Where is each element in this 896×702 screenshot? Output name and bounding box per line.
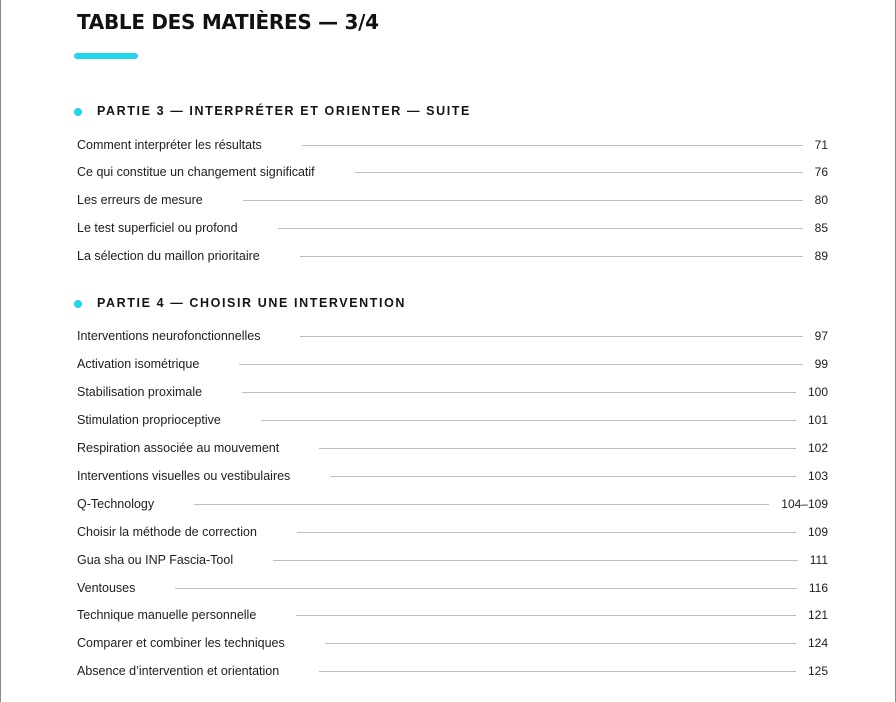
toc-entry-page: 104–109 <box>781 497 828 511</box>
bullet-dot-icon <box>74 108 82 116</box>
toc-entry-page: 124 <box>807 636 828 650</box>
section-header-partie-4 <box>74 296 406 310</box>
section-title: PARTIE 4 — CHOISIR UNE INTERVENTION <box>97 296 407 310</box>
dot-leader <box>319 448 796 449</box>
page-title: TABLE DES MATIÈRES — 3/4 <box>77 10 379 34</box>
toc-entry-label: Interventions neurofonctionnelles <box>77 329 261 343</box>
toc-entry-label: Choisir la méthode de correction <box>77 525 257 539</box>
toc-entry-label: Ventouses <box>77 581 136 595</box>
dot-leader <box>278 228 803 229</box>
toc-entry-label: Le test superficiel ou profond <box>77 221 238 235</box>
toc-entry-label: Stabilisation proximale <box>77 385 203 399</box>
dot-leader <box>175 588 796 589</box>
toc-entry-page: 125 <box>807 664 828 678</box>
toc-entry-page: 103 <box>807 469 828 483</box>
toc-entry[interactable] <box>77 326 828 346</box>
toc-entry[interactable] <box>77 605 828 625</box>
toc-entry[interactable] <box>77 354 828 374</box>
toc-entry-page: 80 <box>814 193 828 207</box>
toc-entry-label: Les erreurs de mesure <box>77 193 203 207</box>
dot-leader <box>239 364 802 365</box>
dot-leader <box>243 200 803 201</box>
toc-entry[interactable] <box>77 494 828 514</box>
dot-leader <box>300 256 803 257</box>
toc-entry[interactable] <box>77 633 828 653</box>
dot-leader <box>297 532 796 533</box>
dot-leader <box>300 336 802 337</box>
toc-entry[interactable] <box>77 578 828 598</box>
toc-entry-label: Respiration associée au mouvement <box>77 441 280 455</box>
toc-entry-label: Absence d’intervention et orientation <box>77 664 280 678</box>
dot-leader <box>325 643 796 644</box>
dot-leader <box>242 392 796 393</box>
toc-entry-label: Ce qui constitue un changement significatif <box>77 165 315 179</box>
toc-entry-page: 71 <box>814 138 828 152</box>
toc-entry-page: 116 <box>808 581 828 595</box>
dot-leader <box>330 476 796 477</box>
section-title: PARTIE 3 — INTERPRÉTER ET ORIENTER — SUITE <box>97 104 471 118</box>
toc-entry[interactable] <box>77 246 828 266</box>
toc-entry[interactable] <box>77 550 828 570</box>
toc-entry-page: 121 <box>807 608 828 622</box>
toc-entry-page: 97 <box>814 329 828 343</box>
toc-entry[interactable] <box>77 135 828 155</box>
dot-leader <box>273 560 798 561</box>
toc-entry[interactable] <box>77 162 828 182</box>
title-underline <box>74 53 138 59</box>
toc-entry-label: Gua sha ou INP Fascia-Tool <box>77 553 234 567</box>
toc-entry-page: 99 <box>814 357 828 371</box>
dot-leader <box>261 420 796 421</box>
toc-entry[interactable] <box>77 410 828 430</box>
dot-leader <box>302 145 803 146</box>
toc-entry[interactable] <box>77 218 828 238</box>
toc-entry-label: Comparer et combiner les techniques <box>77 636 285 650</box>
bullet-dot-icon <box>74 300 82 308</box>
toc-entry[interactable] <box>77 438 828 458</box>
toc-entry-label: Q-Technology <box>77 497 155 511</box>
toc-entry-page: 89 <box>814 249 828 263</box>
toc-entry-label: Technique manuelle personnelle <box>77 608 257 622</box>
dot-leader <box>296 615 796 616</box>
toc-entry-page: 85 <box>814 221 828 235</box>
toc-entry-label: Activation isométrique <box>77 357 200 371</box>
toc-entry-page: 111 <box>809 553 828 567</box>
toc-entry-page: 109 <box>807 525 828 539</box>
dot-leader <box>319 671 796 672</box>
dot-leader <box>194 504 769 505</box>
toc-entry[interactable] <box>77 190 828 210</box>
toc-entry-label: Interventions visuelles ou vestibulaires <box>77 469 291 483</box>
toc-entry-page: 101 <box>807 413 828 427</box>
toc-entry-label: La sélection du maillon prioritaire <box>77 249 260 263</box>
toc-entry[interactable] <box>77 466 828 486</box>
toc-entry-page: 102 <box>807 441 828 455</box>
toc-entry[interactable] <box>77 382 828 402</box>
toc-entry[interactable] <box>77 522 828 542</box>
toc-entry-label: Comment interpréter les résultats <box>77 138 262 152</box>
toc-entry[interactable] <box>77 661 828 681</box>
dot-leader <box>355 172 803 173</box>
toc-entry-label: Stimulation proprioceptive <box>77 413 221 427</box>
section-header-partie-3 <box>74 104 471 118</box>
toc-entry-page: 76 <box>814 165 828 179</box>
toc-entry-page: 100 <box>807 385 828 399</box>
